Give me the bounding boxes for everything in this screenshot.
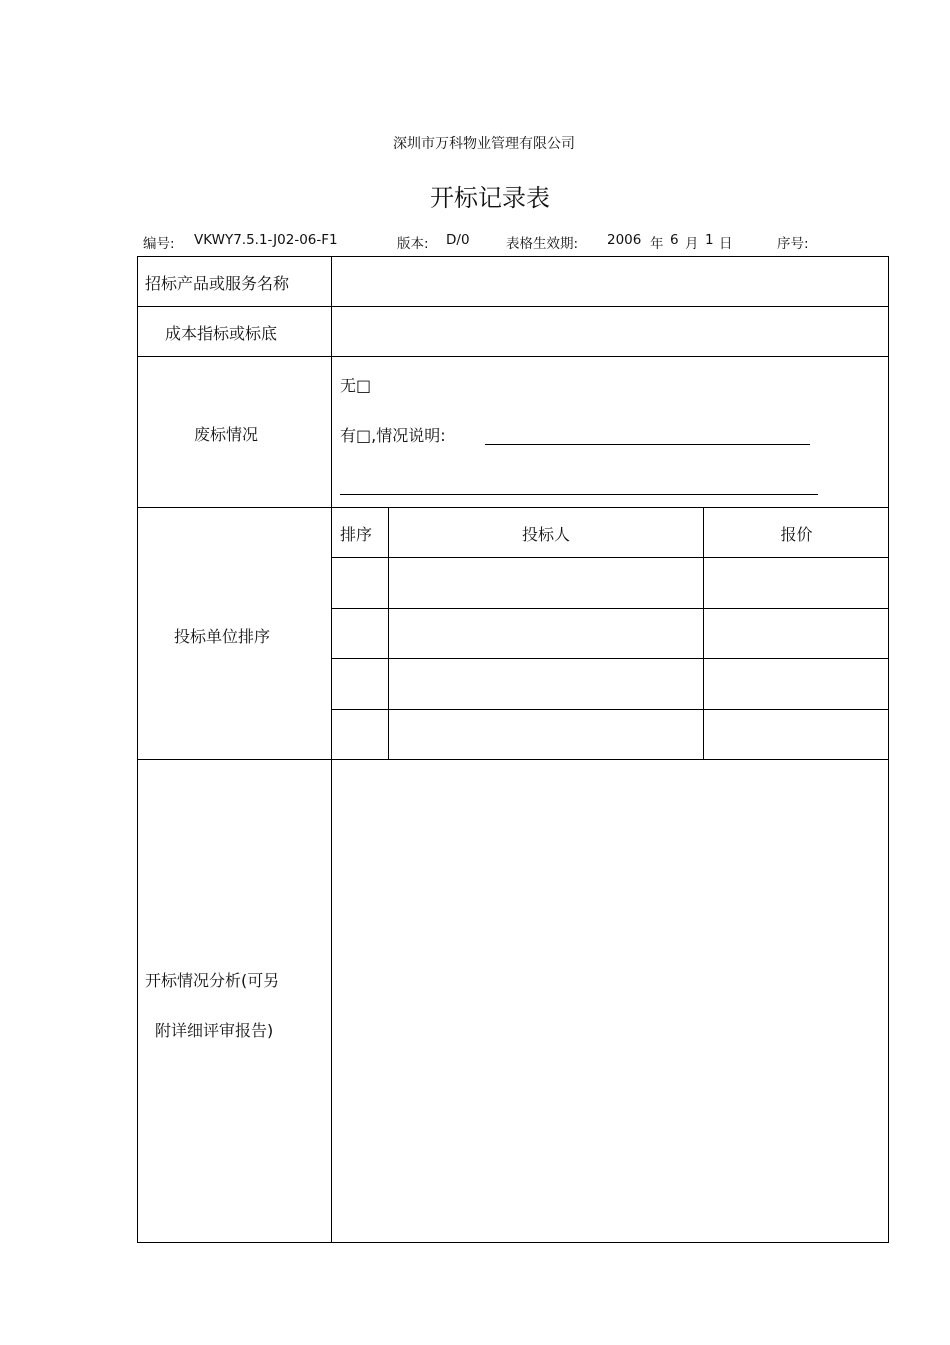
day-char: 日: [719, 236, 733, 252]
cost-label: 成本指标或标底: [165, 324, 278, 343]
ranking-label: 投标单位排序: [174, 627, 271, 646]
row-divider: [137, 306, 889, 307]
record-table: [137, 256, 889, 1243]
version-value: D/0: [446, 232, 470, 248]
header-bidder: 投标人: [521, 525, 570, 544]
analysis-label-line1: 开标情况分析(可另: [145, 971, 280, 990]
effective-label: 表格生效期:: [506, 236, 579, 252]
header-rank: 排序: [340, 525, 373, 544]
sub-row-divider: [331, 608, 889, 609]
analysis-label-line2: 附详细评审报告): [155, 1021, 274, 1040]
sub-row-divider: [331, 709, 889, 710]
year-char: 年: [650, 236, 664, 252]
sub-row-divider: [331, 557, 889, 558]
code-value: VKWY7.5.1-J02-06-F1: [194, 232, 338, 248]
code-label: 编号:: [143, 236, 175, 252]
row-divider: [137, 507, 889, 508]
serial-label: 序号:: [777, 236, 809, 252]
month-char: 月: [685, 236, 699, 252]
effective-month: 6: [670, 232, 679, 248]
header-price: 报价: [780, 525, 813, 544]
invalid-none-option[interactable]: 无□: [340, 376, 372, 395]
row-divider: [137, 356, 889, 357]
product-label: 招标产品或服务名称: [145, 274, 290, 293]
invalid-yes-option[interactable]: 有□,情况说明:: [340, 426, 446, 445]
version-label: 版本:: [397, 236, 429, 252]
effective-day: 1: [705, 232, 714, 248]
column-divider: [331, 256, 332, 1243]
explanation-line-2[interactable]: [340, 494, 818, 495]
row-divider: [137, 759, 889, 760]
effective-year: 2006: [607, 232, 642, 248]
company-name: 深圳市万科物业管理有限公司: [393, 136, 575, 152]
sub-row-divider: [331, 658, 889, 659]
invalid-label: 废标情况: [194, 425, 259, 444]
page-title: 开标记录表: [430, 184, 550, 212]
explanation-line[interactable]: [485, 444, 810, 445]
